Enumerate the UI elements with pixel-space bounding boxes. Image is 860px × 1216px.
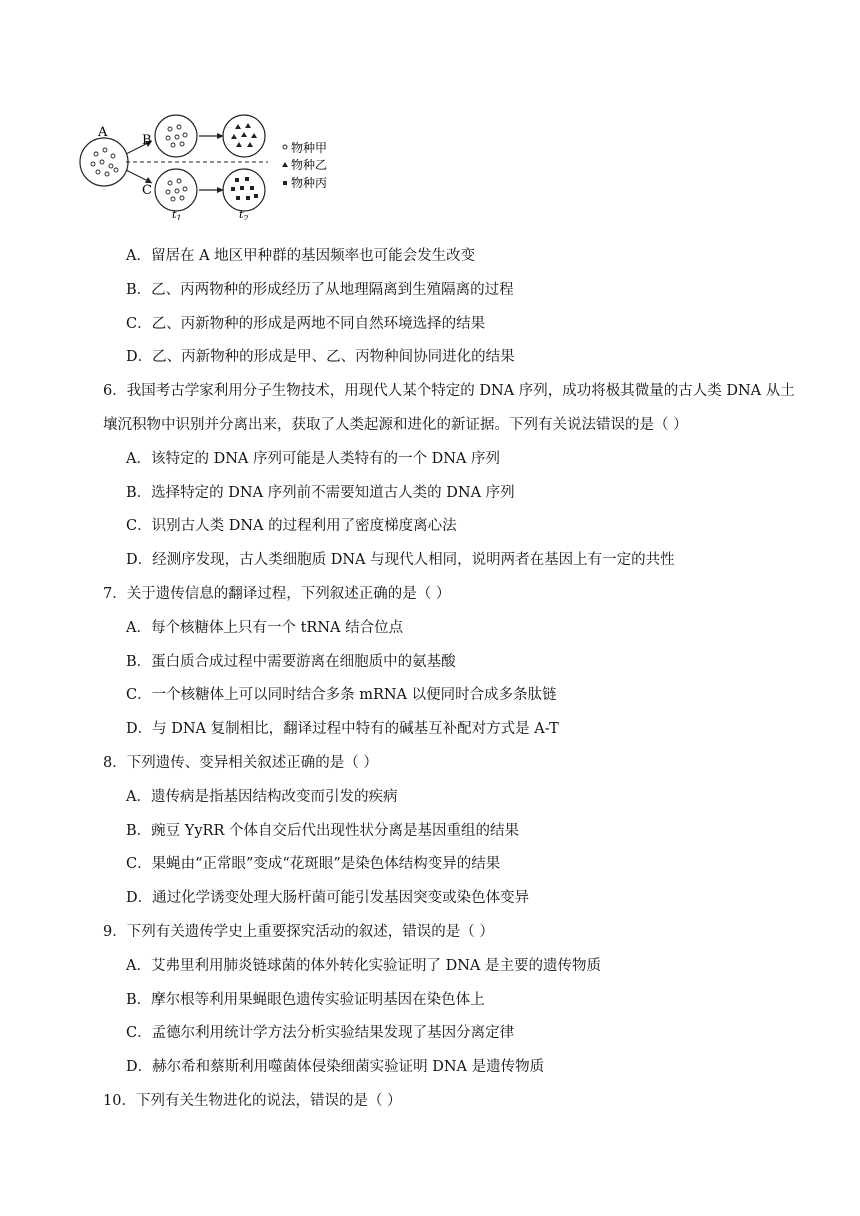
q8-option-d: D．通过化学诱变处理大肠杆菌可能引发基因突变或染色体变异 (126, 890, 530, 906)
q7-option-d: D．与 DNA 复制相比，翻译过程中特有的碱基互补配对方式是 A-T (126, 721, 559, 737)
q5-option-d: D．乙、丙新物种的形成是甲、乙、丙物种间协同进化的结果 (126, 349, 515, 365)
region-a-dots (91, 148, 118, 176)
speciation-svg (78, 110, 348, 220)
q6-stem-line1: 6．我国考古学家利用分子生物技术，用现代人某个特定的 DNA 序列，成功将极其微量的古人类 DNA 从土 (103, 383, 795, 399)
legend-item-jia: 物种甲 (291, 141, 328, 155)
q7-option-c: C．一个核糖体上可以同时结合多条 mRNA 以便同时合成多条肽链 (126, 687, 557, 703)
q7-stem: 7．关于遗传信息的翻译过程，下列叙述正确的是（ ） (103, 586, 451, 602)
q5-option-a: A．留居在 A 地区甲种群的基因频率也可能会发生改变 (126, 248, 476, 264)
q6-option-a: A．该特定的 DNA 序列可能是人类特有的一个 DNA 序列 (126, 451, 500, 467)
q9-option-d: D．赫尔希和蔡斯利用噬菌体侵染细菌实验证明 DNA 是遗传物质 (126, 1059, 545, 1075)
q9-option-b: B．摩尔根等利用果蝇眼色遗传实验证明基因在染色体上 (126, 992, 485, 1008)
q10-stem: 10．下列有关生物进化的说法，错误的是（ ） (103, 1093, 402, 1109)
q6-option-c: C．识别古人类 DNA 的过程利用了密度梯度离心法 (126, 518, 457, 534)
legend (282, 140, 327, 190)
speciation-diagram (78, 110, 348, 220)
label-t1: $t_1$ (172, 208, 182, 220)
legend-circle-icon (283, 145, 287, 149)
q9-stem: 9．下列有关遗传学史上重要探究活动的叙述，错误的是（ ） (103, 924, 494, 940)
legend-item-bing: 物种丙 (291, 176, 328, 190)
label-c: C (142, 183, 152, 198)
label-t2: $t_2$ (239, 208, 249, 220)
q9-option-a: A．艾弗里利用肺炎链球菌的体外转化实验证明了 DNA 是主要的遗传物质 (126, 958, 601, 974)
q9-option-c: C．孟德尔利用统计学方法分析实验结果发现了基因分离定律 (126, 1025, 515, 1041)
legend-item-yi: 物种乙 (291, 158, 328, 172)
q6-stem-line2: 壤沉积物中识别并分离出来，获取了人类起源和进化的新证据。下列有关说法错误的是（ ） (103, 417, 688, 433)
region-c-circle (155, 169, 197, 211)
label-b: B (142, 133, 152, 148)
q8-option-a: A．遗传病是指基因结构改变而引发的疾病 (126, 789, 398, 805)
legend-square-icon (283, 181, 287, 185)
q8-option-c: C．果蝇由“正常眼”变成“花斑眼”是染色体结构变异的结果 (126, 856, 501, 872)
label-a: A (98, 125, 108, 140)
q6-option-d: D．经测序发现，古人类细胞质 DNA 与现代人相同，说明两者在基因上有一定的共性 (126, 552, 675, 568)
q8-stem: 8．下列遗传、变异相关叙述正确的是（ ） (103, 755, 378, 771)
q5-option-b: B．乙、丙两物种的形成经历了从地理隔离到生殖隔离的过程 (126, 282, 514, 298)
q6-option-b: B．选择特定的 DNA 序列前不需要知道古人类的 DNA 序列 (126, 485, 515, 501)
legend-triangle-icon (282, 162, 288, 167)
region-b-circle (155, 115, 197, 157)
q7-option-a: A．每个核糖体上只有一个 tRNA 结合位点 (126, 620, 404, 636)
q5-option-c: C．乙、丙新物种的形成是两地不同自然环境选择的结果 (126, 316, 486, 332)
q7-option-b: B．蛋白质合成过程中需要游离在细胞质中的氨基酸 (126, 654, 456, 670)
q8-option-b: B．豌豆 YyRR 个体自交后代出现性状分离是基因重组的结果 (126, 823, 519, 839)
